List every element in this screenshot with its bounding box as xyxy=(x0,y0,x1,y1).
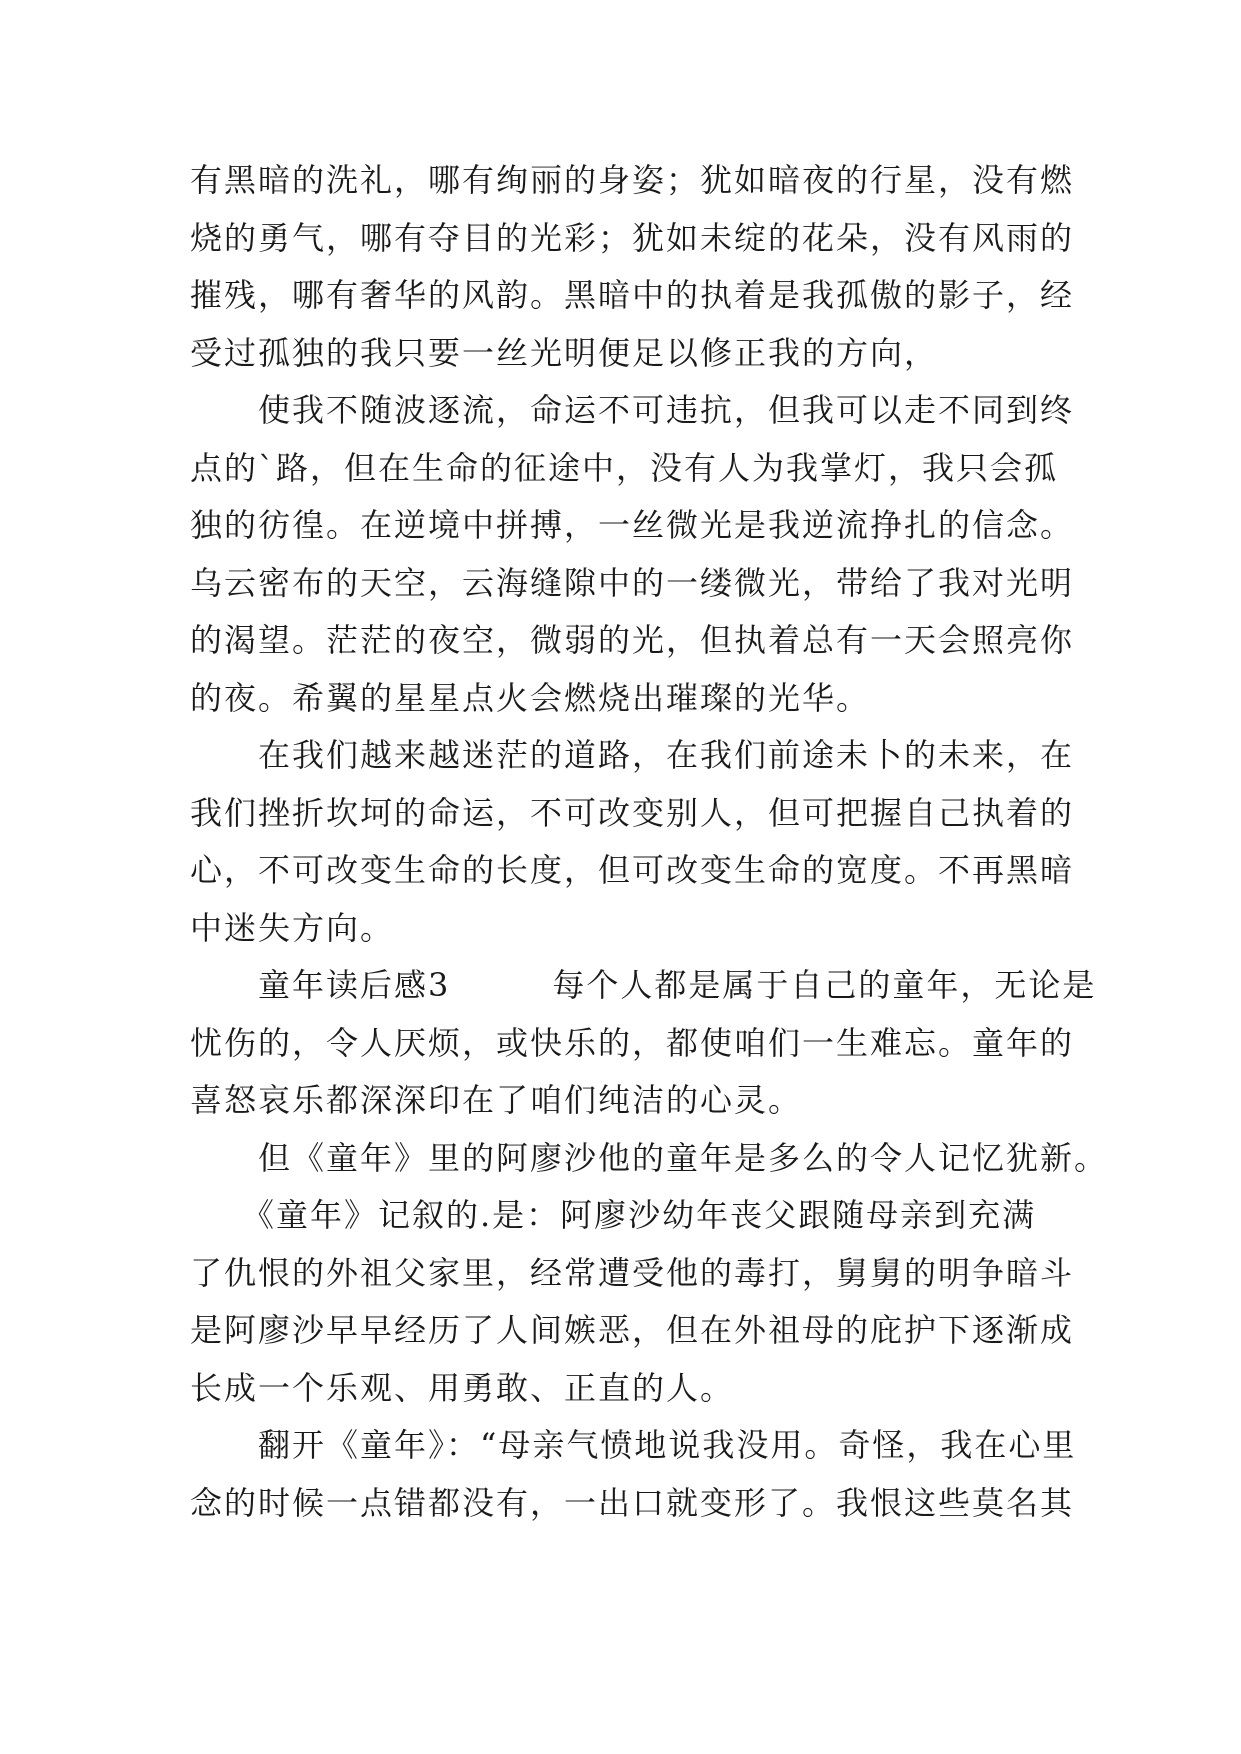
text-line: 心，不可改变生命的长度，但可改变生命的宽度。不再黑暗 xyxy=(190,851,1075,889)
text-line: 乌云密布的天空，云海缝隙中的一缕微光，带给了我对光明 xyxy=(190,563,1075,602)
text-line: 喜怒哀乐都深深印在了咱们纯洁的心灵。 xyxy=(190,1081,803,1119)
text-line: 了仇恨的外祖父家里，经常遭受他的毒打，舅舅的明争暗斗 xyxy=(190,1253,1075,1292)
text-line: 翻开《童年》：“母亲气愤地说我没用。奇怪，我在心里 xyxy=(190,1426,1077,1464)
text-line: 烧的勇气，哪有夺目的光彩；犹如未绽的花朵，没有风雨的 xyxy=(190,218,1075,257)
text-line: 使我不随波逐流，命运不可违抗，但我可以走不同到终 xyxy=(190,391,1075,429)
text-line: 受过孤独的我只要一丝光明便足以修正我的方向， xyxy=(190,333,939,372)
text-line: 有黑暗的洗礼，哪有绚丽的身姿；犹如暗夜的行星，没有燃 xyxy=(190,161,1075,199)
text-line: 忧伤的，令人厌烦，或快乐的，都使咱们一生难忘。童年的 xyxy=(190,1023,1075,1062)
text-line: 长成一个乐观、用勇敢、正直的人。 xyxy=(190,1368,735,1407)
text-line: 点的`路，但在生命的征途中，没有人为我掌灯，我只会孤 xyxy=(190,448,1059,487)
text-line: 我们挫折坎坷的命运，不可改变别人，但可把握自己执着的 xyxy=(190,793,1075,832)
text-line: 在我们越来越迷茫的道路，在我们前途未卜的未来，在 xyxy=(190,736,1075,774)
body-text xyxy=(190,152,1109,1532)
text-line: 是阿廖沙早早经历了人间嫉恶，但在外祖母的庇护下逐渐成 xyxy=(190,1311,1075,1349)
text-line: 《童年》记叙的.是：阿廖沙幼年丧父跟随母亲到充满 xyxy=(190,1196,1037,1234)
text-line: 摧残，哪有奢华的风韵。黑暗中的执着是我孤傲的影子，经 xyxy=(190,276,1075,314)
text-line: 的渴望。茫茫的夜空，微弱的光，但执着总有一天会照亮你 xyxy=(190,621,1075,659)
text-line: 念的时候一点错都没有，一出口就变形了。我恨这些莫名其 xyxy=(190,1483,1075,1522)
text-line: 独的彷徨。在逆境中拼搏，一丝微光是我逆流挣扎的信念。 xyxy=(190,506,1075,544)
text-line: 童年读后感3 每个人都是属于自己的童年，无论是 xyxy=(190,966,1097,1004)
text-line: 的夜。希翼的星星点火会燃烧出璀璨的光华。 xyxy=(190,678,871,717)
text-line: 中迷失方向。 xyxy=(190,908,395,947)
text-line: 但《童年》里的阿廖沙他的童年是多么的令人记忆犹新。 xyxy=(190,1138,1109,1177)
